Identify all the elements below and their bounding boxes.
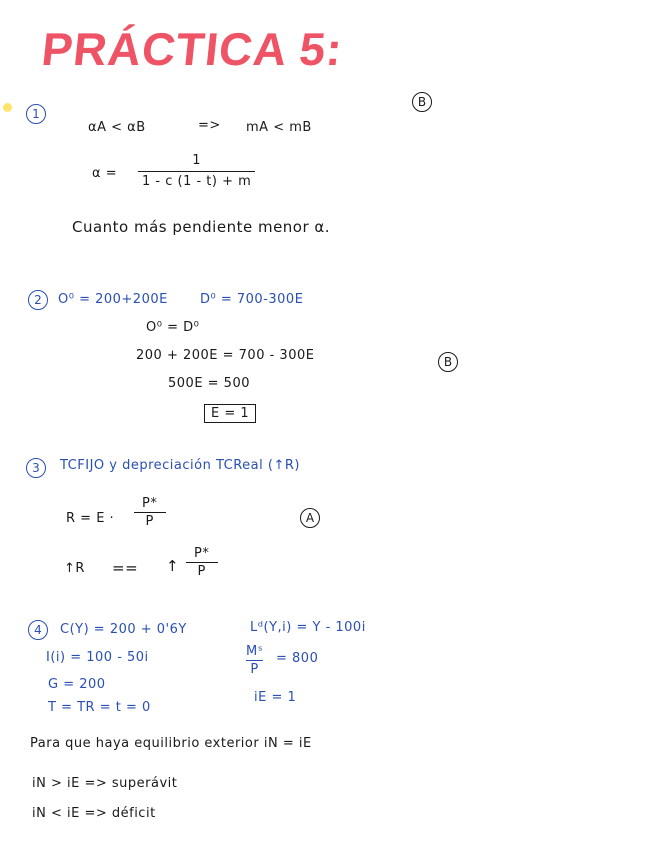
question-1-number: 1 xyxy=(26,104,46,124)
q4-money-supply-denominator: P xyxy=(246,660,262,677)
q4-consumption: C(Y) = 200 + 0'6Y xyxy=(60,622,187,637)
q2-equation: 200 + 200E = 700 - 300E xyxy=(136,348,315,363)
q3-price-numerator: P* xyxy=(194,546,210,561)
question-3-answer: A xyxy=(300,508,320,528)
question-2-number: 2 xyxy=(28,290,48,310)
q3-r-fraction xyxy=(132,496,167,529)
q3-r-increase: ↑R xyxy=(64,561,85,576)
q3-r-numerator: P* xyxy=(142,496,158,511)
q1-note: Cuanto más pendiente menor α. xyxy=(72,218,331,236)
q3-price-fraction xyxy=(184,546,219,579)
question-4-number: 4 xyxy=(28,620,48,640)
q1-alpha-lhs: α = xyxy=(92,166,118,181)
highlight-dot xyxy=(3,103,12,112)
q4-foreign-rate: iE = 1 xyxy=(254,690,297,705)
q1-alpha-numerator: 1 xyxy=(192,153,202,168)
q4-money-supply-value: = 800 xyxy=(276,651,319,666)
q3-price-denominator: P xyxy=(186,562,218,579)
question-1-answer: B xyxy=(412,92,432,112)
q4-money-demand: Lᵈ(Y,i) = Y - 100i xyxy=(250,620,366,635)
q4-note-deficit: iN < iE => déficit xyxy=(32,806,156,821)
q4-note-surplus: iN > iE => superávit xyxy=(32,776,178,791)
q1-alpha-comparison: αA < αB xyxy=(88,120,146,135)
q3-equivalence: == xyxy=(112,559,139,577)
question-3-number: 3 xyxy=(26,458,46,478)
q3-statement: TCFIJO y depreciación TCReal (↑R) xyxy=(60,458,300,473)
q4-investment: I(i) = 100 - 50i xyxy=(46,650,149,665)
q4-government: G = 200 xyxy=(48,677,106,692)
q2-equilibrium: O⁰ = D⁰ xyxy=(146,320,200,335)
q3-up-arrow-icon: ↑ xyxy=(166,557,180,575)
q1-alpha-denominator: 1 - c (1 - t) + m xyxy=(138,171,255,189)
q1-alpha-fraction xyxy=(138,153,255,189)
q4-money-supply-numerator: Mˢ xyxy=(246,644,264,659)
q3-r-lhs: R = E · xyxy=(66,511,115,526)
q1-implies-arrow: => xyxy=(198,118,221,133)
q2-demand: D⁰ = 700-300E xyxy=(200,292,304,307)
q4-note-equilibrium: Para que haya equilibrio exterior iN = iE xyxy=(30,736,312,751)
question-2-answer: B xyxy=(438,352,458,372)
q2-simplified: 500E = 500 xyxy=(168,376,250,391)
q2-result: E = 1 xyxy=(204,404,256,423)
q4-taxes: T = TR = t = 0 xyxy=(48,700,151,715)
q1-m-comparison: mA < mB xyxy=(246,120,312,135)
q4-money-supply-fraction xyxy=(244,644,265,677)
q2-supply: O⁰ = 200+200E xyxy=(58,292,168,307)
q3-r-denominator: P xyxy=(134,512,166,529)
page-title: PRÁCTICA 5: xyxy=(39,23,346,75)
